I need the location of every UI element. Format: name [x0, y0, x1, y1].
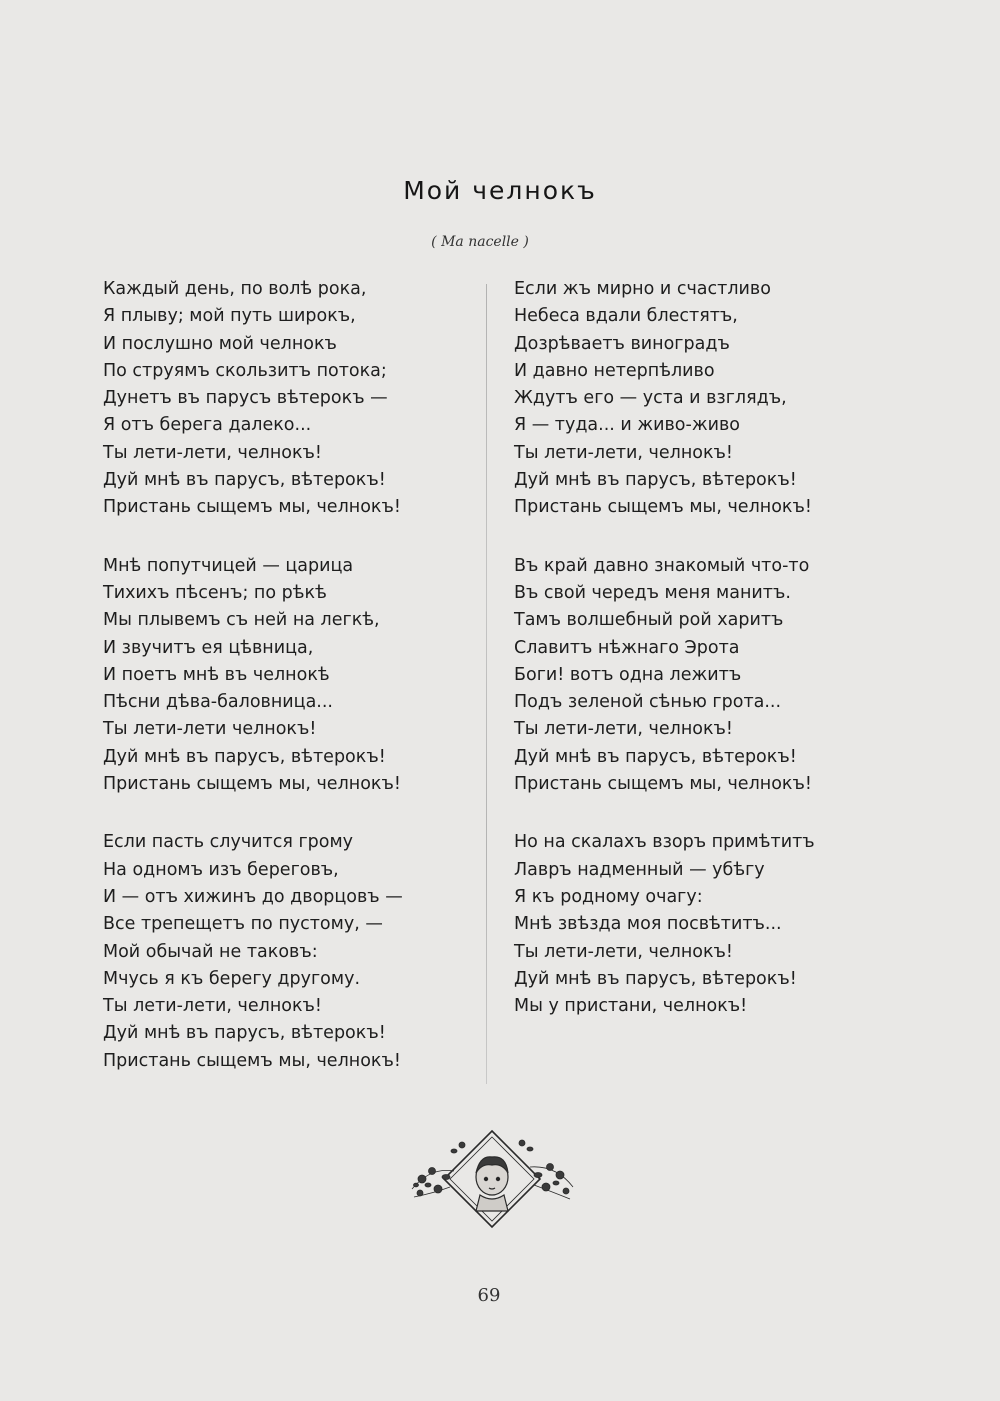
verse-line: Ты лети-лети, челнокъ! [103, 996, 322, 1017]
stanza-gap [103, 522, 493, 553]
verse-line: По струямъ скользитъ потока; [103, 360, 387, 381]
stanza-gap [103, 798, 493, 829]
stanza [103, 553, 493, 799]
verse-line: Если жъ мирно и счастливо [514, 279, 771, 299]
stanza-gap [514, 798, 904, 829]
verse-line: Ты лети-лети, челнокъ! [514, 719, 733, 740]
verse-line: Я отъ берега далеко... [103, 415, 312, 436]
verse-line: Мы плывемъ съ ней на легкѣ, [103, 610, 380, 631]
verse-line: Мчусь я къ берегу другому. [103, 968, 361, 989]
stanza-gap [514, 522, 904, 553]
verse-line: Ты лети-лети, челнокъ! [514, 442, 733, 463]
left-column [103, 276, 493, 1075]
verse-line: Пристань сыщемъ мы, челнокъ! [103, 1050, 401, 1071]
verse-line: Ты лети-лети челнокъ! [103, 719, 317, 740]
verse-line: Дуй мнѣ въ парусъ, вѣтерокъ! [514, 968, 797, 989]
verse-line: Подъ зеленой сѣнью грота... [514, 692, 782, 713]
stanza [103, 829, 493, 1075]
verse-line: Въ свой чередъ меня манитъ. [514, 582, 791, 603]
verse-line: Ты лети-лети, челнокъ! [514, 941, 733, 962]
right-column [514, 276, 904, 1020]
verse-line: Пристань сыщемъ мы, челнокъ! [103, 774, 401, 795]
column-divider [486, 284, 487, 1084]
verse-line: На одномъ изъ береговъ, [103, 859, 339, 880]
verse-line: Пристань сыщемъ мы, челнокъ! [103, 497, 401, 518]
stanza [103, 276, 493, 522]
stanza [514, 553, 904, 799]
verse-line: Мнѣ попутчицей — царица [103, 555, 354, 576]
page-number: 69 [477, 1285, 501, 1306]
verse-line: Мнѣ звѣзда моя посвѣтитъ... [514, 914, 782, 935]
verse-line: И звучитъ ея цѣвница, [103, 637, 314, 658]
verse-line: Дуй мнѣ въ парусъ, вѣтерокъ! [103, 746, 386, 767]
verse-line: Пѣсни дѣва-баловница... [103, 692, 333, 713]
verse-line: Дуй мнѣ въ парусъ, вѣтерокъ! [514, 746, 797, 767]
poem-subtitle: ( Ma nacelle ) [431, 234, 529, 250]
verse-line: Ждутъ его — уста и взглядъ, [514, 388, 787, 409]
verse-line: Славитъ нѣжнаго Эрота [514, 637, 740, 658]
verse-line: Ты лети-лети, челнокъ! [103, 442, 322, 463]
stanza [514, 829, 904, 1020]
verse-line: И — отъ хижинъ до дворцовъ — [103, 886, 403, 907]
verse-line: Каждый день, по волѣ рока, [103, 279, 367, 299]
verse-line: И поетъ мнѣ въ челнокѣ [103, 664, 330, 685]
verse-line: Дунетъ въ парусъ вѣтерокъ — [103, 388, 388, 409]
verse-line: Тамъ волшебный рой харитъ [514, 610, 784, 631]
verse-line: Пристань сыщемъ мы, челнокъ! [514, 497, 812, 518]
verse-line: Мы у пристани, челнокъ! [514, 996, 748, 1017]
verse-line: Дуй мнѣ въ парусъ, вѣтерокъ! [103, 470, 386, 491]
stanza [514, 276, 904, 522]
verse-line: Лавръ надменный — убѣгу [514, 859, 765, 880]
verse-line: Боги! вотъ одна лежитъ [514, 664, 742, 685]
verse-line: Но на скалахъ взоръ примѣтитъ [514, 832, 815, 853]
poem-title: Мой челнокъ [403, 176, 597, 205]
verse-line: Если пасть случится грому [103, 832, 354, 853]
verse-line: Я — туда... и живо-живо [514, 415, 740, 436]
verse-line: Пристань сыщемъ мы, челнокъ! [514, 774, 812, 795]
verse-line: Тихихъ пѣсенъ; по рѣкѣ [103, 582, 327, 603]
verse-line: Все трепещетъ по пустому, — [103, 914, 383, 935]
verse-line: Небеса вдали блестятъ, [514, 306, 738, 327]
child-portrait-floral-vignette-icon [410, 1127, 575, 1232]
verse-line: Я къ родному очагу: [514, 886, 703, 907]
verse-line: Дуй мнѣ въ парусъ, вѣтерокъ! [103, 1023, 386, 1044]
verse-line: Дуй мнѣ въ парусъ, вѣтерокъ! [514, 470, 797, 491]
verse-line: Дозрѣваетъ виноградъ [514, 333, 730, 354]
verse-line: Я плыву; мой путь широкъ, [103, 306, 356, 327]
verse-line: Въ край давно знакомый что-то [514, 555, 810, 576]
verse-line: И давно нетерпѣливо [514, 360, 715, 381]
verse-line: Мой обычай не таковъ: [103, 941, 318, 962]
verse-line: И послушно мой челнокъ [103, 333, 337, 354]
